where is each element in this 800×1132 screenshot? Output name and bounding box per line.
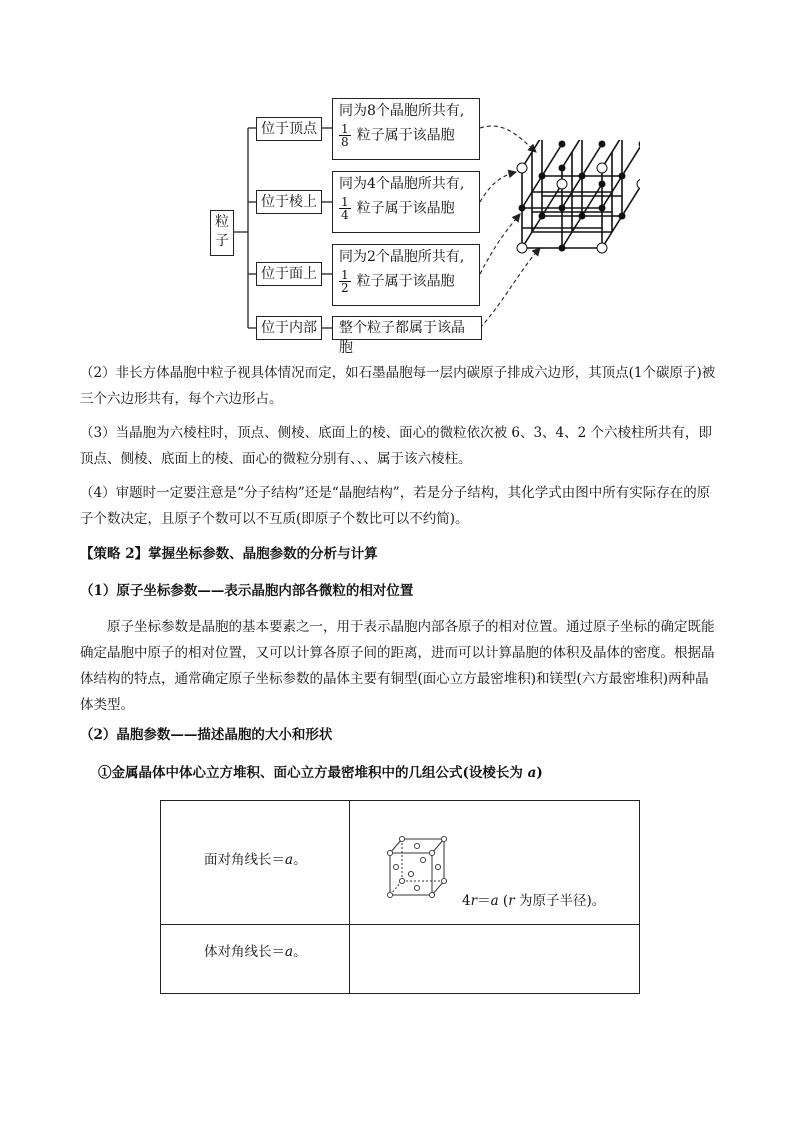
lattice-cube-figure bbox=[500, 140, 640, 270]
subsection-1-body: 原子坐标参数是晶胞的基本要素之一，用于表示晶胞内部各原子的相对位置。通过原子坐标的确定既能确定晶胞中原子的相对位置，又可以计算各原子间的距离，进而可以计算晶胞的体积及晶体的密度。根据晶体结构的特点，通常确定原子坐标参数的晶体主要有铜型(面心立方最密堆积)和镁型(六方最密堆积)两种晶体类型。 bbox=[80, 619, 715, 713]
radius-formula: 4r＝a (r 为原子半径)。 bbox=[462, 893, 606, 909]
position-label: 位于内部 bbox=[261, 320, 317, 336]
share-line: 同为8个晶胞所共有, bbox=[339, 103, 465, 119]
subsection-2-heading: （2）晶胞参数——描述晶胞的大小和形状 bbox=[80, 727, 333, 743]
face-diagonal-text: 面对角线长＝a。 bbox=[204, 852, 307, 868]
table-cell bbox=[350, 925, 640, 994]
strategy-heading: 【策略 2】掌握坐标参数、晶胞参数的分析与计算 bbox=[80, 546, 378, 562]
body-diagonal-text: 体对角线长＝a。 bbox=[204, 944, 307, 960]
fraction: $\frac{1}{2}$ bbox=[341, 268, 349, 295]
position-box-edge bbox=[256, 190, 322, 214]
position-label: 位于棱上 bbox=[261, 194, 317, 210]
root-particle-label: 粒子 bbox=[215, 214, 229, 249]
formula-list-heading: ①金属晶体中体心立方堆积、面心立方最密堆积中的几组公式(设棱长为 a) bbox=[98, 765, 543, 781]
table-cell bbox=[350, 801, 640, 925]
position-label: 位于面上 bbox=[261, 266, 317, 282]
subsection-1-heading: （1）原子坐标参数——表示晶胞内部各微粒的相对位置 bbox=[80, 583, 414, 599]
formula-table bbox=[160, 800, 640, 994]
share-line: 整个粒子都属于该晶胞 bbox=[339, 320, 465, 356]
paragraph-3: （3）当晶胞为六棱柱时，顶点、侧棱、底面上的棱、面心的微粒依次被 6、3、4、2 个六棱柱所共有，即顶点、侧棱、底面上的棱、面心的微粒分别有、、、属于该六棱柱。 bbox=[80, 425, 713, 467]
position-box-vertex bbox=[256, 117, 322, 141]
paragraph-4: （4）审题时一定要注意是“分子结构”还是“晶胞结构”，若是分子结构，其化学式由图中所有实际存在的原子个数决定，且原子个数可以不互质(即原子个数比可以不约简)。 bbox=[80, 485, 711, 527]
share-box-face bbox=[332, 244, 480, 306]
share-line: 同为2个晶胞所共有, bbox=[339, 249, 465, 265]
position-label: 位于顶点 bbox=[261, 121, 317, 137]
share-line: 粒子属于该晶胞 bbox=[356, 127, 455, 144]
share-line: 同为4个晶胞所共有, bbox=[339, 176, 465, 192]
share-box-edge bbox=[332, 171, 480, 233]
table-cell bbox=[161, 801, 350, 925]
fraction: $\frac{1}{8}$ bbox=[341, 122, 349, 149]
root-particle-box bbox=[210, 210, 234, 256]
position-box-face bbox=[256, 262, 322, 286]
share-box-interior bbox=[332, 316, 482, 356]
position-box-interior bbox=[256, 316, 322, 340]
share-line: 粒子属于该晶胞 bbox=[356, 200, 455, 217]
paragraph-2: （2）非长方体晶胞中粒子视具体情况而定，如石墨晶胞每一层内碳原子排成六边形，其顶点(1个碳原子)被三个六边形共有，每个六边形占。 bbox=[80, 365, 716, 407]
table-cell bbox=[161, 925, 350, 994]
share-line: 粒子属于该晶胞 bbox=[356, 273, 455, 290]
fcc-cube-figure bbox=[384, 831, 464, 911]
fraction: $\frac{1}{4}$ bbox=[341, 195, 349, 222]
share-box-vertex bbox=[332, 98, 480, 160]
